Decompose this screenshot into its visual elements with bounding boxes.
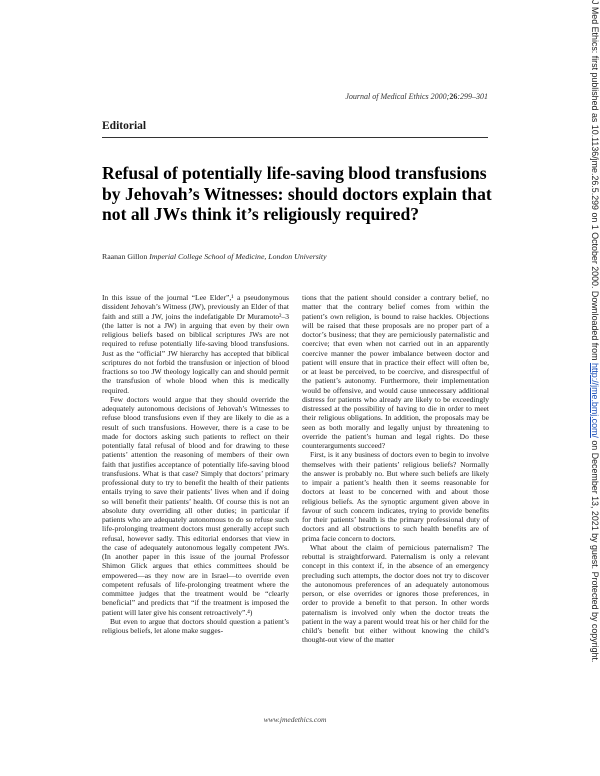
paragraph: In this issue of the journal “Lee Elder”,¹ a pseudonymous dissident Jehovah’s Witness (JW), previously an Elder of that faith and still a JW, joins the indefatigable Dr Muramoto²–3 (the latter is not a JW) in arguing that even by their own religious beliefs based on biblical scriptures JWs are not required to refuse potentially life-saving blood transfusions. Just as the “official” JW hierarchy has accepted that biblical scriptures do not forbid the transfusion or injection of blood fractions so too JW theology logically can and should permit the transfusion of whole blood when this is medically required. bbox=[102, 293, 289, 395]
body-column-left bbox=[102, 293, 289, 635]
section-heading: Editorial bbox=[102, 120, 147, 132]
journal-year: 2000; bbox=[430, 92, 450, 101]
author-name: Raanan Gillon bbox=[102, 252, 148, 261]
side-copyright-note bbox=[590, 0, 600, 662]
body-column-right bbox=[302, 293, 489, 645]
side-note-text-end: on December 13, 2021 by guest. Protected by copyright. bbox=[590, 437, 600, 663]
journal-link[interactable]: http://jme.bmj.com/ bbox=[590, 362, 600, 438]
footer-url: www.jmedethics.com bbox=[263, 715, 327, 724]
journal-name: Journal of Medical Ethics bbox=[345, 92, 429, 101]
journal-pages: :299–301 bbox=[457, 92, 488, 101]
side-note-text: J Med Ethics: first published as 10.1136/jme.26.5.299 on 1 October 2000. Downloaded from bbox=[590, 0, 600, 363]
paragraph: First, is it any business of doctors even to begin to involve themselves with their patients’ religious beliefs? Normally the answer is probably no. But where such beliefs are likely to impair a patient’s health then it seems reasonable for doctors at least to be concerned with and about those religious beliefs. As the synoptic argument given above in favour of such concern indicates, trying to provide benefits for their patients’ health is the primary professional duty of doctors and all obstructions to such health benefits are of prima facie concern to doctors. bbox=[302, 450, 489, 543]
paragraph: Few doctors would argue that they should override the adequately autonomous decisions of Jehovah’s Witnesses to refuse blood transfusions even if they are likely to die as a result of such transfusions. However, there is a case to be made for doctors asking such patients to reflect on their potentially fatal refusal of blood and for drawing to these patients’ attention the reasoning of members of their own faith that justifies acceptance of potentially life-saving blood transfusions. What is that case? Simply that doctors’ primary professional duty to try to benefit the health of their patients entails trying to save their patients’ lives when and if doing so will benefit their patients’ health. Of course this is not an absolute duty overriding all other duties; in particular if patients who are adequately autonomous to do so refuse such life-prolonging treatment doctors must generally accept such refusal, however sadly. This editorial endorses that view in the case of adequately autonomous legally competent JWs. (In another paper in this issue of the journal Professor Shimon Glick argues that ethics committees should be empowered—as they now are in Israel—to override even competent refusals of life-prolonging treatment where the committee judges that the treatment would be “clearly beneficial” and predicts that “if the treatment is imposed the patient will later give his consent retroactively”.⁴) bbox=[102, 394, 289, 617]
paragraph: What about the claim of pernicious paternalism? The rebuttal is straightforward. Paternalism is only a relevant concept in this context if, in the absence of an emergency precluding such attempts, the doctor does not try to discover the autonomous preferences of an adequately autonomous person, or else overrides or ignores those preferences, in order to provide a benefit to that person. In other words paternalism is involved only when the doctor treats the patient in the way a parent would treat his or her child for the child’s benefit but either without knowing the child’s thought-out view of the matter bbox=[302, 542, 489, 645]
paragraph: But even to argue that doctors should question a patient’s religious beliefs, let alone make sugges- bbox=[102, 616, 289, 635]
author-affiliation: Imperial College School of Medicine, London University bbox=[149, 252, 327, 261]
journal-volume: 26 bbox=[449, 92, 458, 101]
section-divider bbox=[102, 137, 488, 138]
byline bbox=[102, 252, 327, 261]
paragraph: tions that the patient should consider a contrary belief, no matter that the contrary belief comes from within the patient’s own religion, is bound to raise hackles. Objections will be raised that these proposals are no proper part of a doctor’s business; that they are perniciously paternalistic and coercive; that even when not carried out in an apparently coercive manner the power imbalance between doctor and patient will ensure that in practice their effect will often be, or at least be perceived, to be coercive, and disrespectful of the patient’s autonomy. Furthermore, their implementation would be offensive, and would cause unnecessary additional distress for patients who already are likely to be exceedingly distressed at the possibility of having to die in order to meet their religious obligations. In addition, the proposals may be seen as both morally and legally unjust by threatening to override the patient’s human and legal rights. Do these counterarguments succeed? bbox=[302, 293, 489, 450]
journal-reference bbox=[345, 92, 488, 101]
article-title: Refusal of potentially life-saving blood transfusions by Jehovah’s Witnesses: should doctors explain that not all JWs think it’s religiously required? bbox=[102, 163, 492, 224]
